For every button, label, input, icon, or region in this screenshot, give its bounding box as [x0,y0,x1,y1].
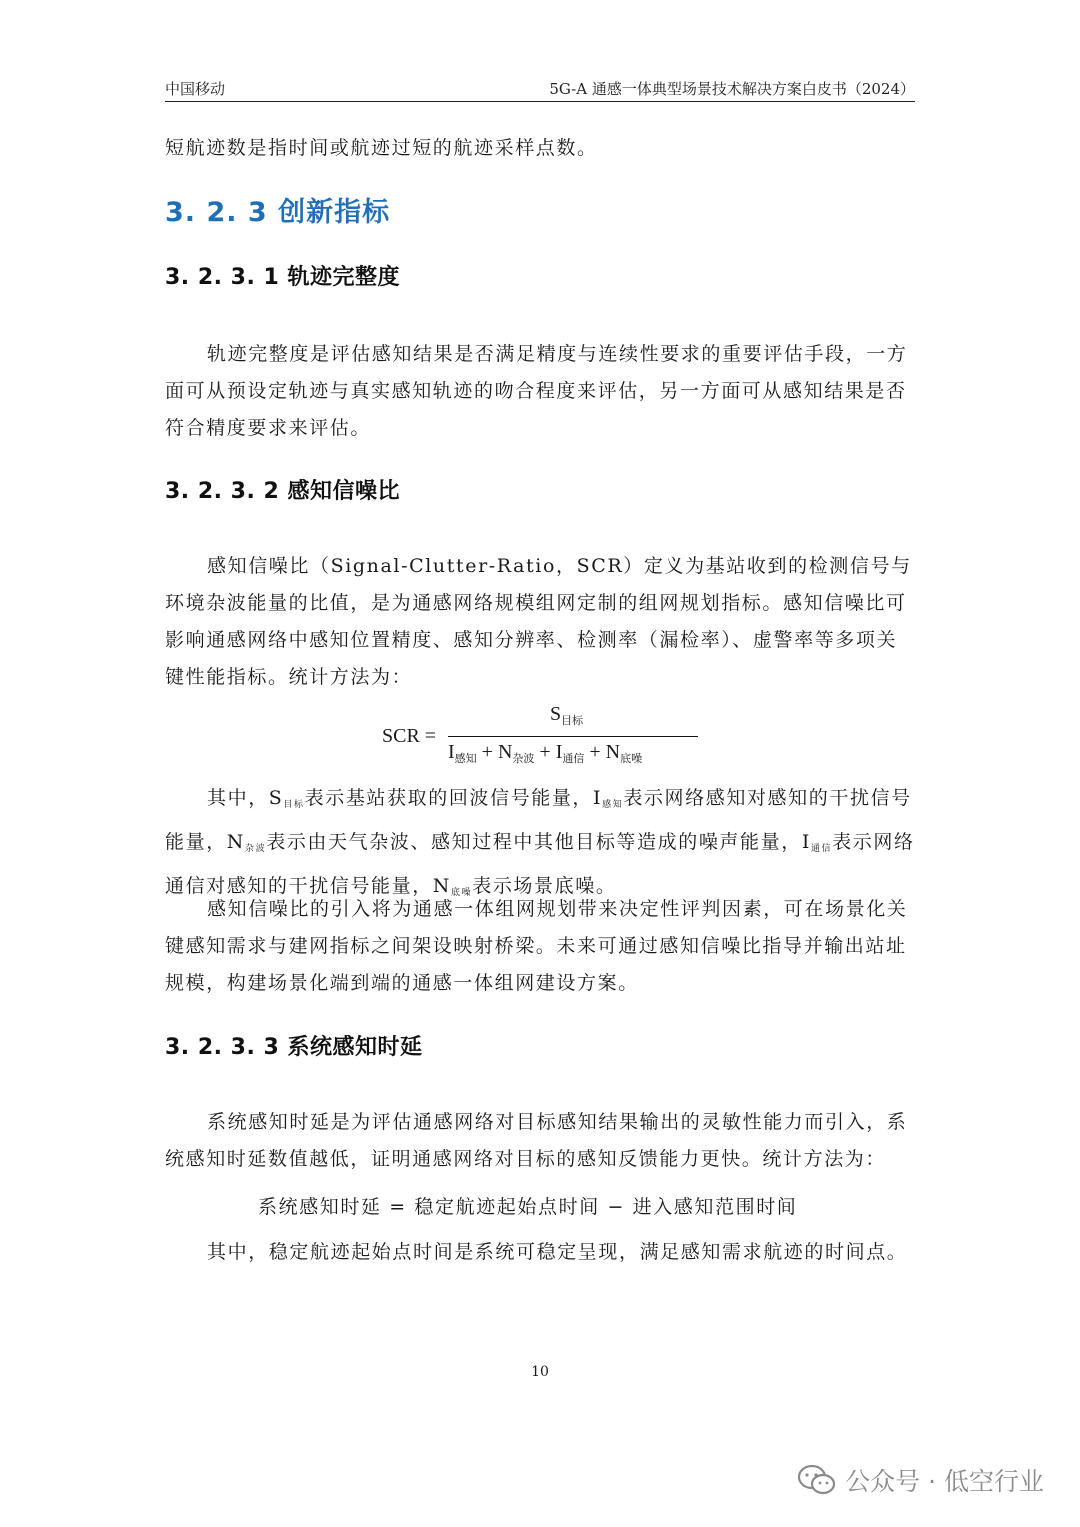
watermark [797,1462,1044,1498]
header-doc-title: 5G-A 通感一体典型场景技术解决方案白皮书（2024） [549,80,915,98]
paragraph-delay: 系统感知时延是为评估通感网络对目标感知结果输出的灵敏性能力而引入，系统感知时延数值越低，证明通感网络对目标的感知反馈能力更快。统计方法为： [165,1111,908,1170]
watermark-text: 公众号 · 低空行业 [845,1467,1044,1496]
wechat-icon [797,1463,837,1497]
delay-formula: 系统感知时延 = 稳定航迹起始点时间 − 进入感知范围时间 [258,1196,798,1218]
subsection-heading-2: 3. 2. 3. 2 感知信噪比 [165,479,400,504]
scr-formula [382,703,712,773]
formula-lhs: SCR = [382,725,437,747]
header-rule [165,101,915,102]
section-heading: 3. 2. 3 创新指标 [165,197,391,228]
fraction-bar [448,736,698,737]
formula-numerator: $S_{目标}$ [550,703,584,727]
formula-denominator: $I_{感知} + N_{杂波} + I_{通信} + N_{底噪}$ [448,741,643,765]
subsection-heading-1: 3. 2. 3. 1 轨迹完整度 [165,265,400,290]
subsection-heading-3: 3. 2. 3. 3 系统感知时延 [165,1035,423,1060]
intro-line: 短航迹数是指时间或航迹过短的航迹采样点数。 [165,137,598,159]
paragraph-scr-closing: 感知信噪比的引入将为通感一体组网规划带来决定性评判因素，可在场景化关键感知需求与建网指标之间架设映射桥梁。未来可通过感知信噪比指导并输出站址规模，构建场景化端到端的通感一体组网建设方案。 [165,898,908,994]
paragraph-trajectory: 轨迹完整度是评估感知结果是否满足精度与连续性要求的重要评估手段，一方面可从预设定轨迹与真实感知轨迹的吻合程度来评估，另一方面可从感知结果是否符合精度要求来评估。 [165,343,908,439]
page-number: 10 [531,1364,549,1380]
paragraph-delay-closing: 其中，稳定航迹起始点时间是系统可稳定呈现，满足感知需求航迹的时间点。 [207,1241,908,1263]
header-org: 中国移动 [165,80,226,98]
paragraph-scr: 感知信噪比（Signal-Clutter-Ratio，SCR）定义为基站收到的检测信号与环境杂波能量的比值，是为通感网络规模组网定制的组网规划指标。感知信噪比可影响通感网络中感知位置精度、感知分辨率、检测率（漏检率）、虚警率等多项关键性能指标。统计方法为： [165,555,912,688]
paragraph-scr-explanation: 其中，$S_{目标}$表示基站获取的回波信号能量，$I_{感知}$表示网络感知对感知的干扰信号能量，$N_{杂波}$表示由天气杂波、感知过程中其他目标等造成的噪声能量，$I_{通信}$表示网络通信对感知的干扰信号能量，$N_{底噪}$表示场景底噪。 [165,787,915,898]
